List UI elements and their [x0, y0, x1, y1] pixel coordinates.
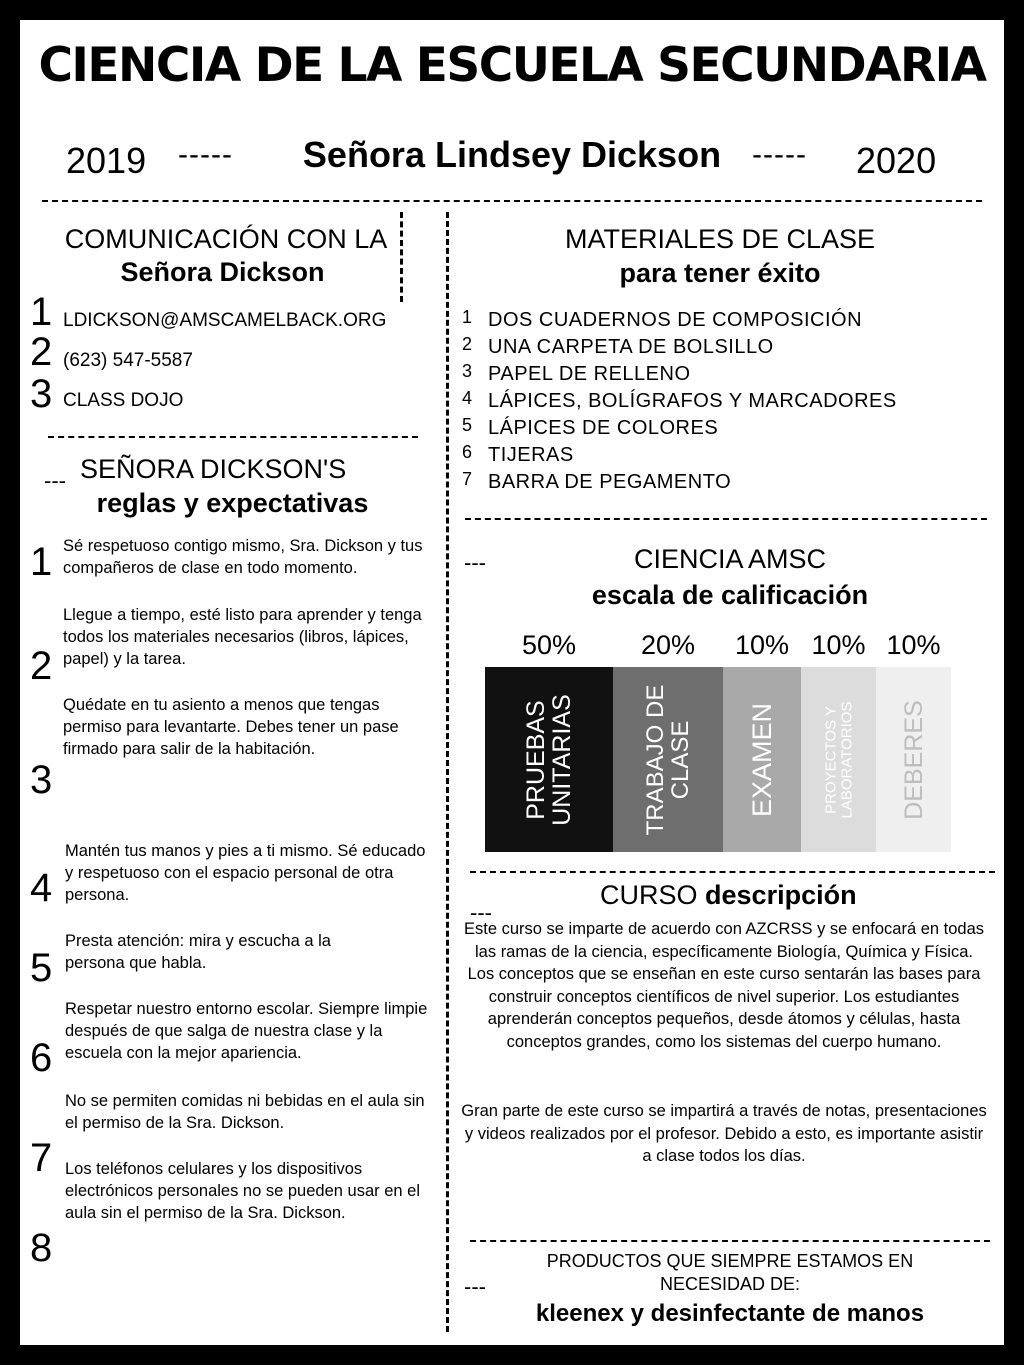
grade-bar-pruebas — [485, 667, 613, 852]
material-number: 5 — [462, 415, 473, 435]
rule-text: Mantén tus manos y pies a ti mismo. Sé educado y respetuoso con el espacio personal de otra persona. — [65, 842, 426, 904]
header-divider — [42, 200, 982, 202]
material-item: LÁPICES DE COLORES — [488, 417, 719, 439]
column-divider — [446, 212, 449, 1332]
rule-number: 5 — [30, 946, 53, 990]
material-number: 7 — [462, 469, 473, 489]
course-description-2: Gran parte de este curso se impartirá a través de notas, presentaciones y videos realizados por el profesor. Debido a esto, es importante asistir a clase todos los días. — [461, 1102, 987, 1165]
comm-divider — [48, 436, 418, 438]
rule-number: 3 — [30, 758, 53, 802]
grade-bar-label: TRABAJO DE CLASE — [641, 684, 694, 835]
material-item: UNA CARPETA DE BOLSILLO — [488, 336, 774, 358]
course-dash-mark: --- — [470, 900, 492, 925]
rule-text: Llegue a tiempo, esté listo para aprender y tenga todos los materiales necesarios (libros, lápices, papel) y la tarea. — [63, 606, 422, 668]
material-item: LÁPICES, BOLÍGRAFOS Y MARCADORES — [488, 390, 897, 412]
products-dash-mark: --- — [464, 1274, 486, 1299]
dash-right: ----- — [752, 138, 807, 171]
contact-number: 1 — [30, 290, 53, 334]
material-number: 1 — [462, 307, 473, 327]
grading-subheading: escala de calificación — [591, 580, 869, 610]
contact-number: 2 — [30, 330, 53, 374]
rule-number: 2 — [30, 644, 53, 688]
communication-heading: COMUNICACIÓN CON LA — [64, 224, 388, 254]
rule-text: Sé respetuoso contigo mismo, Sra. Dickson y tus compañeros de clase en todo momento. — [63, 537, 423, 577]
rule-text: Respetar nuestro entorno escolar. Siempre limpie después de que salga de nuestra clase y la escuela con la mejor apariencia. — [65, 1000, 428, 1062]
grade-bar-label: DEBERES — [899, 699, 928, 820]
rule-number: 8 — [30, 1226, 53, 1270]
communication-subheading: Señora Dickson — [120, 257, 325, 287]
grade-bar-label: PROYECTOS Y LABORATORIOS — [821, 701, 855, 818]
grading-divider — [470, 871, 995, 873]
grade-bar-label: EXAMEN — [746, 702, 777, 817]
contact-number: 3 — [30, 372, 53, 416]
grade-percent: 10% — [734, 630, 790, 660]
rule-text: Presta atención: mira y escucha a la persona que habla. — [65, 932, 331, 972]
rule-number: 6 — [30, 1036, 53, 1080]
material-item: TIJERAS — [488, 444, 574, 466]
material-number: 6 — [462, 442, 473, 462]
material-number: 3 — [462, 361, 473, 381]
contact-email-link[interactable]: LDICKSON@AMSCAMELBACK.ORG — [63, 310, 387, 331]
course-description: Este curso se imparte de acuerdo con AZCRSS y se enfocará en todas las ramas de la ciencia, específicamente Biología, Química y Física. Los conceptos que se enseñan en este curso sentarán las bases para construir conceptos científicos de nivel superior. Los estudiantes aprenderán conceptos pequeños, desde átomos y células, hasta conceptos grandes, como los sistemas del cuerpo humano. — [463, 920, 985, 1051]
teacher-name: Señora Lindsey Dickson — [302, 134, 722, 175]
material-number: 2 — [462, 334, 473, 354]
contact-app: CLASS DOJO — [63, 390, 184, 411]
grading-dash-mark: --- — [464, 550, 486, 575]
products-divider — [470, 1240, 990, 1242]
rule-text: Quédate en tu asiento a menos que tengas permiso para levantarte. Debes tener un pase firmado para salir de la habitación. — [63, 696, 399, 758]
rules-dash-mark: --- — [44, 468, 66, 493]
grading-heading: CIENCIA AMSC — [633, 544, 827, 574]
materials-heading: MATERIALES DE CLASE — [564, 224, 876, 254]
year-start: 2019 — [66, 140, 147, 181]
grade-percent: 50% — [521, 630, 577, 660]
material-item: DOS CUADERNOS DE COMPOSICIÓN — [488, 309, 863, 331]
products-heading: PRODUCTOS QUE SIEMPRE ESTAMOS EN NECESIDAD DE: — [546, 1251, 914, 1294]
rule-number: 1 — [30, 540, 53, 584]
rules-heading: SEÑORA DICKSON'S — [80, 454, 347, 484]
material-number: 4 — [462, 388, 473, 408]
material-item: PAPEL DE RELLENO — [488, 363, 691, 385]
rule-text: No se permiten comidas ni bebidas en el aula sin el permiso de la Sra. Dickson. — [65, 1092, 425, 1132]
material-item: BARRA DE PEGAMENTO — [488, 471, 732, 493]
grade-bar-examen — [723, 667, 801, 852]
rule-number: 7 — [30, 1136, 53, 1180]
rule-text: Los teléfonos celulares y los dispositivos electrónicos personales no se pueden usar en el aula sin el permiso de la Sra. Dickson. — [65, 1160, 420, 1222]
rule-number: 4 — [30, 866, 53, 910]
grade-percent: 20% — [640, 630, 696, 660]
grade-percent: 10% — [811, 630, 866, 660]
grade-bar-proyectos — [801, 667, 876, 852]
course-heading: CURSO descripción — [600, 880, 857, 910]
products-list: kleenex y desinfectante de manos — [535, 1300, 925, 1327]
grade-percent: 10% — [886, 630, 941, 660]
materials-divider — [465, 518, 987, 520]
rules-subheading: reglas y expectativas — [96, 488, 369, 518]
grade-bar-trabajo — [613, 667, 723, 852]
contact-phone: (623) 547-5587 — [63, 350, 193, 371]
year-end: 2020 — [856, 140, 937, 181]
page-title: CIENCIA DE LA ESCUELA SECUNDARIA — [38, 38, 986, 93]
materials-subheading: para tener éxito — [619, 258, 821, 288]
dash-left: ----- — [178, 138, 233, 171]
handout-page — [20, 20, 1004, 1345]
grade-bar-label: PRUEBAS UNITARIAS — [521, 693, 576, 826]
grade-bar-deberes — [876, 667, 951, 852]
